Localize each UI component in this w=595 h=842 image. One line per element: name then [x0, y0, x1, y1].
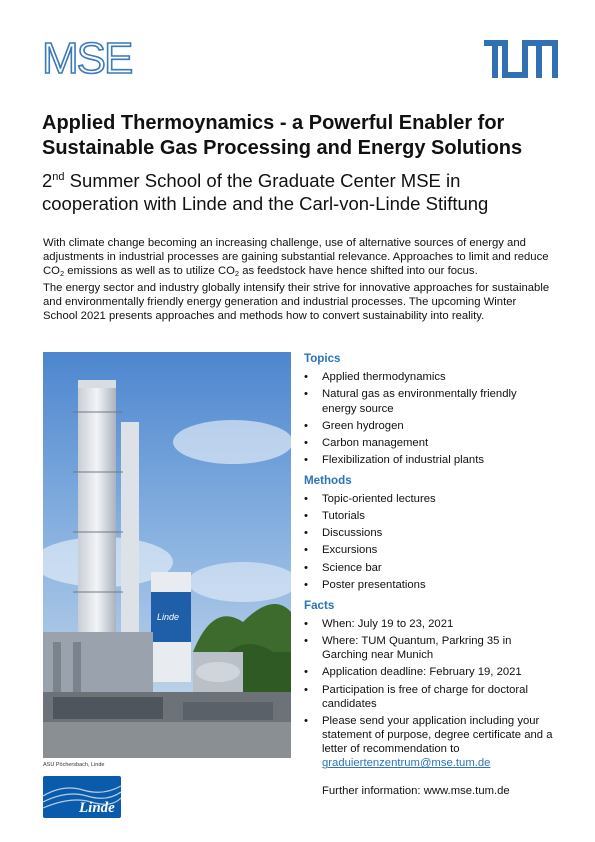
intro-p1-sub2: 2: [234, 269, 240, 279]
page-title: Applied Thermoynamics - a Powerful Enabler for Sustainable Gas Processing and Energy Solutions: [42, 112, 523, 159]
bullet: •: [304, 635, 308, 648]
list-item-text: Participation is free of charge for doctoral candidates: [322, 683, 528, 710]
facts-application-list: [304, 714, 554, 771]
intro-paragraph-2: The energy sector and industry globally intensify their strive for innovative approaches for sustainable and environmentally friendly energy generation and industrial processes. The upcoming Winter School 2021 presents approaches and methods how to convert sustainability into reality.: [43, 281, 550, 323]
list-item: [304, 617, 554, 631]
subtitle-ordinal: 2: [42, 170, 53, 191]
facts-heading: Facts: [304, 598, 335, 612]
list-item: [304, 387, 554, 415]
bullet: •: [304, 510, 308, 523]
list-item: [304, 665, 554, 679]
bullet: •: [304, 453, 308, 466]
tum-logo: [484, 40, 558, 78]
topics-section: [304, 352, 554, 467]
list-item-text: Topic-oriented lectures: [322, 493, 436, 506]
list-item: [304, 436, 554, 450]
mse-logo: [42, 38, 134, 78]
intro-text: [43, 236, 553, 323]
list-item-text: Carbon management: [322, 436, 429, 449]
list-item: [304, 561, 554, 575]
intro-p1-b: emissions as well as to utilize CO: [64, 265, 235, 278]
bullet: •: [304, 371, 308, 384]
methods-list: [304, 492, 554, 592]
list-item: [304, 543, 554, 557]
intro-p1-sub1: 2: [59, 269, 65, 279]
tower-logo-text: Linde: [157, 612, 180, 622]
application-text: Please send your application including your statement of purpose, degree certificate and a letter of recommendation to: [322, 714, 553, 756]
list-item-text: Poster presentations: [322, 578, 426, 591]
mse-logo-text: MSE: [42, 38, 132, 78]
list-item: [304, 526, 554, 540]
bullet: •: [304, 714, 308, 727]
bullet: •: [304, 683, 308, 696]
bullet: •: [304, 527, 308, 540]
list-item: [304, 634, 554, 662]
list-item: [304, 419, 554, 433]
list-item: [304, 453, 554, 467]
bullet: •: [304, 618, 308, 631]
topics-heading: Topics: [304, 352, 341, 365]
list-item-text: Science bar: [322, 561, 382, 574]
methods-heading: Methods: [304, 473, 352, 487]
facts-list: [304, 617, 554, 711]
photo-caption: ASU Pöchersbach, Linde: [43, 762, 105, 768]
bullet: •: [304, 578, 308, 591]
subtitle-ordinal-suffix: nd: [52, 171, 65, 183]
intro-p1-c: as feedstock have hence shifted into our focus.: [239, 265, 478, 278]
list-item-text: When: July 19 to 23, 2021: [322, 618, 454, 631]
further-info: Further information: www.mse.tum.de: [322, 784, 510, 797]
info-column: [304, 352, 554, 798]
linde-logo-text: Linde: [79, 800, 115, 816]
intro-p1-a: With climate change becoming an increasing challenge, use of alternative sources of energy and adjustments in industrial processes are gaining substantial relevance. Approaches to limit and reduce CO: [43, 237, 549, 278]
list-item: [304, 370, 554, 384]
bullet: •: [304, 388, 308, 401]
linde-logo: [43, 776, 121, 818]
list-item-text: Green hydrogen: [322, 419, 404, 432]
list-item-text: Application deadline: February 19, 2021: [322, 666, 522, 679]
list-item: [304, 714, 554, 771]
list-item: [304, 509, 554, 523]
list-item: [304, 683, 554, 711]
list-item-text: Where: TUM Quantum, Parkring 35 in Garching near Munich: [322, 635, 512, 662]
list-item-text: Tutorials: [322, 510, 365, 523]
list-item-text: Applied thermodynamics: [322, 371, 446, 384]
bullet: •: [304, 419, 308, 432]
methods-section: [304, 474, 554, 592]
list-item-text: Natural gas as environmentally friendly energy source: [322, 388, 517, 415]
plant-photo: [43, 352, 291, 758]
page-subtitle: [42, 169, 562, 215]
list-item: [304, 578, 554, 592]
facts-section: [304, 599, 554, 771]
bullet: •: [304, 493, 308, 506]
list-item: [304, 492, 554, 506]
bullet: •: [304, 544, 308, 557]
bullet: •: [304, 436, 308, 449]
bullet: •: [304, 561, 308, 574]
list-item-text: Flexibilization of industrial plants: [322, 453, 485, 466]
topics-list: [304, 370, 554, 467]
bullet: •: [304, 666, 308, 679]
subtitle-text: Summer School of the Graduate Center MSE in cooperation with Linde and the Carl-von-Linde Stiftung: [42, 170, 489, 214]
list-item-text: Discussions: [322, 527, 383, 540]
intro-paragraph-1: [43, 236, 553, 279]
email-link[interactable]: graduiertenzentrum@mse.tum.de: [322, 757, 491, 770]
list-item-text: Excursions: [322, 544, 378, 557]
